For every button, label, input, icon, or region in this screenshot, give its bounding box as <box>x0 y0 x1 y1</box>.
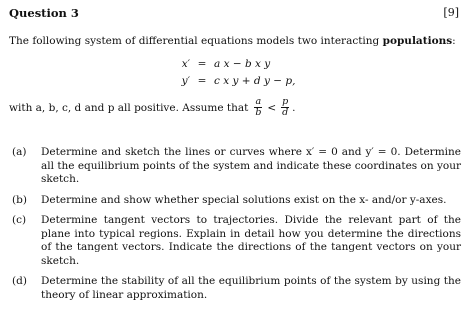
part-label: (b) <box>12 193 27 206</box>
intro-bold-word: populations <box>382 35 453 47</box>
question-title: Question 3 <box>9 6 79 20</box>
equation-lhs: x′ <box>181 58 190 70</box>
part-text: Determine and sketch the lines or curves where x′ = 0 and y′ = 0. Determine all the equilibrium points of the system and indicate these coordinates on your sketch. <box>41 146 461 185</box>
equation-system <box>168 56 295 90</box>
question-part <box>9 146 461 187</box>
question-part <box>9 194 461 208</box>
part-label: (d) <box>12 275 27 287</box>
equation-lhs: y′ <box>181 75 190 87</box>
part-text: Determine and show whether special solutions exist on the x- and/or y-axes. <box>41 193 447 206</box>
fraction-p-over-d <box>281 97 289 118</box>
assumption-line <box>9 97 296 118</box>
fraction-numerator: p <box>282 96 289 107</box>
equation-rhs: c x y + d y − p, <box>214 75 296 87</box>
relation-symbol: < <box>267 101 277 114</box>
part-text: Determine tangent vectors to trajectories. Divide the relevant part of the plane into typical regions. Explain in detail how you determine the directions of the tangent vectors. Indicate the directions of the tangent vectors on your sketch. <box>41 214 461 267</box>
equation-row <box>168 56 295 73</box>
part-label: (c) <box>12 214 27 226</box>
question-marks: [9] <box>443 6 459 19</box>
intro-text <box>9 35 456 47</box>
part-text: Determine the stability of all the equilibrium points of the system by using the theory of linear approximation. <box>41 275 461 301</box>
assumption-suffix: . <box>292 101 296 114</box>
fraction-numerator: a <box>255 96 262 107</box>
intro-prefix: The following system of differential equations models two interacting <box>9 35 383 47</box>
question-parts <box>9 146 461 309</box>
assumption-prefix: with a, b, c, d and p all positive. Assume that <box>9 101 249 114</box>
question-part <box>9 275 461 302</box>
fraction-a-over-b <box>254 97 262 118</box>
fraction-denominator: d <box>282 107 289 118</box>
part-label: (a) <box>12 146 27 158</box>
question-part <box>9 214 461 268</box>
fraction-denominator: b <box>255 107 262 118</box>
intro-suffix: : <box>452 35 456 47</box>
equation-equals: = <box>197 58 207 70</box>
equation-equals: = <box>197 75 207 87</box>
equation-rhs: a x − b x y <box>214 58 271 70</box>
equation-row <box>168 73 295 90</box>
